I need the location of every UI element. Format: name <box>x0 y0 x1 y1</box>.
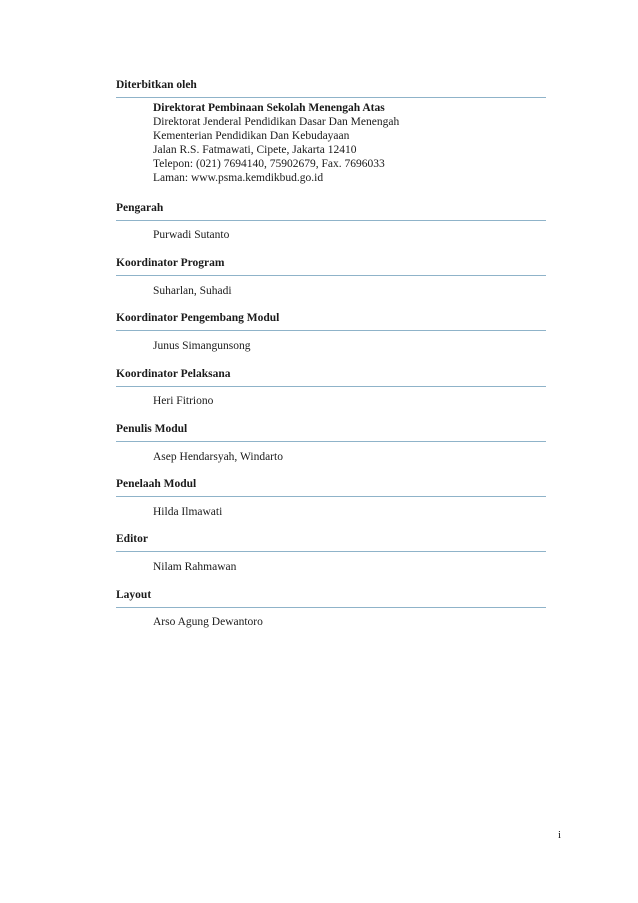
credit-heading: Koordinator Pelaksana <box>116 368 231 380</box>
credit-penulis-modul <box>116 422 546 463</box>
credit-value-block <box>153 394 213 408</box>
credit-value: Asep Hendarsyah, Windarto <box>153 451 283 463</box>
credit-koordinator-pengembang-modul <box>116 311 546 352</box>
credit-value-block <box>153 560 236 574</box>
publisher-line: Jalan R.S. Fatmawati, Cipete, Jakarta 12410 <box>153 144 357 156</box>
publisher-line: Kementerian Pendidikan Dan Kebudayaan <box>153 130 350 142</box>
credit-layout <box>116 588 546 628</box>
divider-line <box>116 97 546 98</box>
credit-value: Suharlan, Suhadi <box>153 285 232 297</box>
credit-value: Hilda Ilmawati <box>153 506 223 518</box>
credit-value: Junus Simangunsong <box>153 340 251 352</box>
divider-line <box>116 551 546 552</box>
credit-heading: Penelaah Modul <box>116 478 197 490</box>
divider-line <box>116 496 546 497</box>
credit-editor <box>116 532 546 573</box>
credit-value-block <box>153 284 232 298</box>
credit-pengarah <box>116 201 546 241</box>
divider-line <box>116 607 546 608</box>
publisher-website: Laman: www.psma.kemdikbud.go.id <box>153 172 324 184</box>
divider-line <box>116 441 546 442</box>
credit-koordinator-program <box>116 256 546 297</box>
publisher-name: Direktorat Pembinaan Sekolah Menengah Atas <box>153 102 385 114</box>
page-number: i <box>558 829 562 841</box>
publisher-phone: Telepon: (021) 7694140, 75902679, Fax. 7696033 <box>153 158 385 170</box>
credit-value-block <box>153 450 283 464</box>
publisher-address-block <box>153 101 399 185</box>
credit-value: Nilam Rahmawan <box>153 561 237 573</box>
section-heading: Diterbitkan oleh <box>116 79 197 91</box>
credit-value: Heri Fitriono <box>153 395 214 407</box>
credit-value: Arso Agung Dewantoro <box>153 616 263 628</box>
section-publisher <box>116 78 546 184</box>
credit-value-block <box>153 339 250 353</box>
credit-heading: Pengarah <box>116 202 164 214</box>
credit-heading: Koordinator Pengembang Modul <box>116 312 280 324</box>
credit-heading: Editor <box>116 533 148 545</box>
credit-koordinator-pelaksana <box>116 367 546 407</box>
credit-value-block <box>153 228 229 242</box>
credit-heading: Layout <box>116 589 152 601</box>
publisher-line: Direktorat Jenderal Pendidikan Dasar Dan Menengah <box>153 116 400 128</box>
credit-heading: Penulis Modul <box>116 423 188 435</box>
divider-line <box>116 220 546 221</box>
credit-heading: Koordinator Program <box>116 257 225 269</box>
credit-value-block <box>153 505 222 519</box>
credit-value-block <box>153 615 263 629</box>
divider-line <box>116 386 546 387</box>
credit-penelaah-modul <box>116 477 546 518</box>
divider-line <box>116 275 546 276</box>
divider-line <box>116 330 546 331</box>
credit-value: Purwadi Sutanto <box>153 229 230 241</box>
